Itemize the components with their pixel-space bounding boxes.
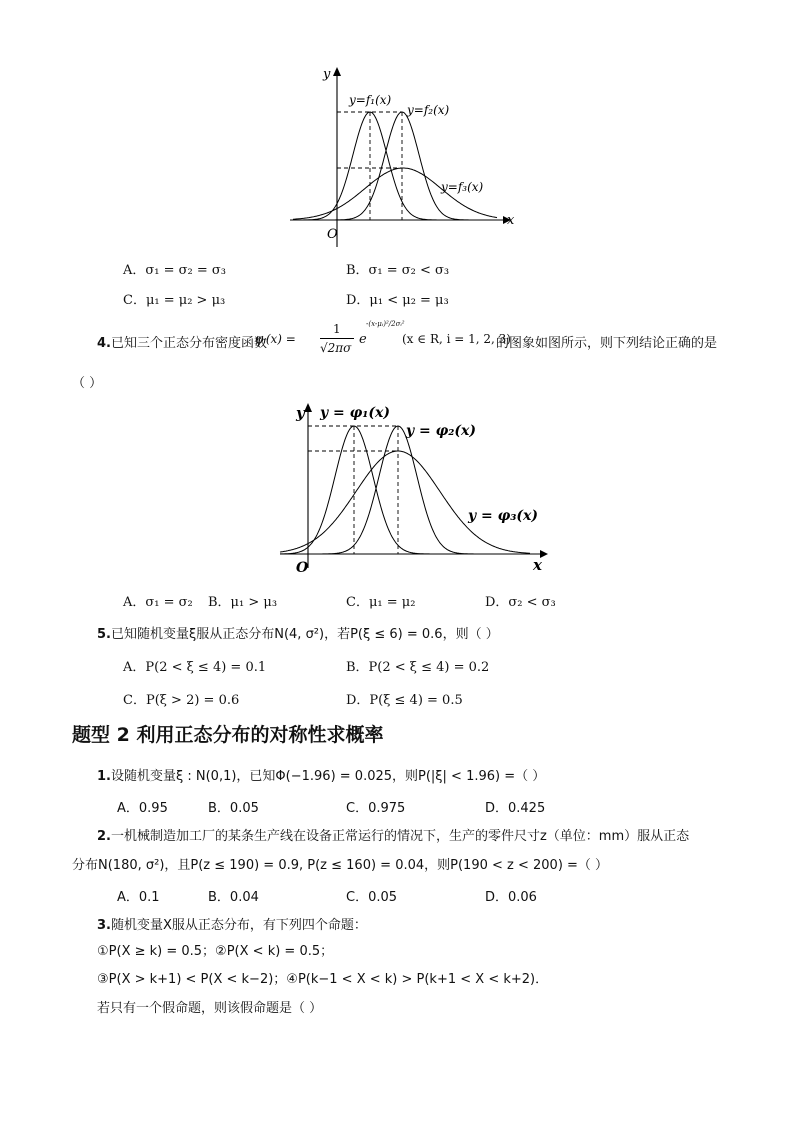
p3-number: 3. — [97, 918, 111, 933]
q3-f1-label: y=f₁(x) — [349, 93, 392, 107]
q4-option-d[interactable]: D．σ₂ < σ₃ — [485, 595, 556, 610]
p3-propositions-line1: ①P(X ≥ k) = 0.5；②P(X < k) = 0.5； — [97, 944, 334, 959]
p3-question: 若只有一个假命题，则该假命题是（ ） — [97, 1001, 323, 1016]
q3-y-label: y — [323, 67, 331, 82]
q4-formula-exponent: -(x-μᵢ)²/2σᵢ² — [366, 320, 405, 328]
p1-option-c[interactable]: C．0.975 — [346, 801, 406, 816]
p2-option-a[interactable]: A．0.1 — [117, 890, 160, 905]
q4-y-arrow — [304, 403, 312, 412]
q4-origin-label: O — [296, 560, 309, 576]
p1-stem — [97, 765, 545, 784]
p1-stem-text: 设随机变量ξ : N(0,1)，已知Φ(−1.96) = 0.025，则P(|ξ| < 1.96) =（ ） — [110, 769, 546, 784]
p2-number: 2. — [97, 829, 111, 844]
p2-stem-line1-text: 一机械制造加工厂的某条生产线在设备正常运行的情况下，生产的零件尺寸z（单位：mm）服从正态 — [110, 829, 690, 844]
q4-formula-domain: (x ∈ R, i = 1, 2, 3) — [402, 332, 511, 346]
q3-option-d[interactable]: D．μ₁ < μ₂ = μ₃ — [346, 293, 449, 308]
q4-formula-denominator: √2πσ — [320, 341, 352, 355]
q4-normal-curves-graph — [278, 398, 553, 583]
p1-option-a[interactable]: A．0.95 — [117, 801, 168, 816]
q4-formula-e: e — [359, 332, 367, 347]
q4-phi1-label: y = φ₁(x) — [320, 405, 391, 421]
p1-number: 1. — [97, 769, 111, 784]
q4-stem-text: 已知三个正态分布密度函数 — [110, 336, 267, 351]
p3-propositions-line2: ③P(X > k+1) < P(X < k−2)；④P(k−1 < X < k) > P(k+1 < X < k+2)． — [97, 972, 549, 987]
q3-f3-label: y=f₃(x) — [441, 180, 484, 194]
q4-phi3-label: y = φ₃(x) — [468, 508, 539, 524]
q3-curve-f2 — [305, 112, 497, 220]
q5-option-b[interactable]: B．P(2 < ξ ≤ 4) = 0.2 — [346, 660, 490, 675]
q4-stem-tail: 的图象如图所示，则下列结论正确的是 — [496, 336, 718, 351]
q5-stem-text: 已知随机变量ξ服从正态分布N(4, σ²)，若P(ξ ≤ 6) = 0.6，则（ ） — [110, 627, 499, 642]
q5-option-c[interactable]: C．P(ξ > 2) = 0.6 — [123, 693, 240, 708]
p2-option-c[interactable]: C．0.05 — [346, 890, 398, 905]
q4-answer-paren: （ ） — [72, 376, 103, 391]
p3-stem-text: 随机变量X服从正态分布，有下列四个命题： — [110, 918, 367, 933]
p1-option-b[interactable]: B．0.05 — [208, 801, 259, 816]
p2-stem-line1 — [97, 825, 689, 844]
q3-origin-label: O — [327, 227, 338, 242]
q3-normal-curves-graph — [285, 62, 525, 252]
q4-phi2-label: y = φ₂(x) — [406, 423, 477, 439]
q4-formula-numerator: 1 — [333, 322, 341, 336]
q3-x-label: x — [507, 213, 515, 228]
q4-fraction-bar — [320, 338, 354, 339]
p2-option-b[interactable]: B．0.04 — [208, 890, 259, 905]
q4-option-a[interactable]: A．σ₁ = σ₂ — [123, 595, 193, 610]
q4-curve-phi2 — [308, 426, 530, 554]
q5-option-d[interactable]: D．P(ξ ≤ 4) = 0.5 — [346, 693, 463, 708]
p2-option-d[interactable]: D．0.06 — [485, 890, 537, 905]
q4-stem — [97, 332, 267, 351]
q4-x-label: x — [533, 556, 542, 574]
p1-option-d[interactable]: D．0.425 — [485, 801, 546, 816]
q3-dashed-guides — [337, 112, 403, 220]
q4-number: 4. — [97, 336, 111, 351]
q4-curve-phi1 — [280, 426, 478, 554]
q5-stem — [97, 623, 499, 642]
p3-stem — [97, 914, 367, 933]
section-heading: 题型 2 利用正态分布的对称性求概率 — [72, 724, 384, 746]
q5-option-a[interactable]: A．P(2 < ξ ≤ 4) = 0.1 — [123, 660, 267, 675]
q3-option-b[interactable]: B．σ₁ = σ₂ < σ₃ — [346, 263, 450, 278]
q3-option-c[interactable]: C．μ₁ = μ₂ > μ₃ — [123, 293, 226, 308]
p2-stem-line2: 分布N(180, σ²)，且P(z ≤ 190) = 0.9, P(z ≤ 160) = 0.04，则P(190 < z < 200) =（ ） — [72, 858, 609, 873]
q4-curve-phi3 — [280, 451, 530, 553]
q5-number: 5. — [97, 627, 111, 642]
q4-y-label: y — [296, 404, 305, 422]
q3-option-a[interactable]: A．σ₁ = σ₂ = σ₃ — [123, 263, 226, 278]
q3-y-arrow — [333, 67, 341, 76]
q3-f2-label: y=f₂(x) — [407, 103, 450, 117]
q4-option-c[interactable]: C．μ₁ = μ₂ — [346, 595, 416, 610]
q4-option-b[interactable]: B．μ₁ > μ₃ — [208, 595, 278, 610]
q4-formula-lhs: φᵢ(x) = — [255, 332, 296, 346]
